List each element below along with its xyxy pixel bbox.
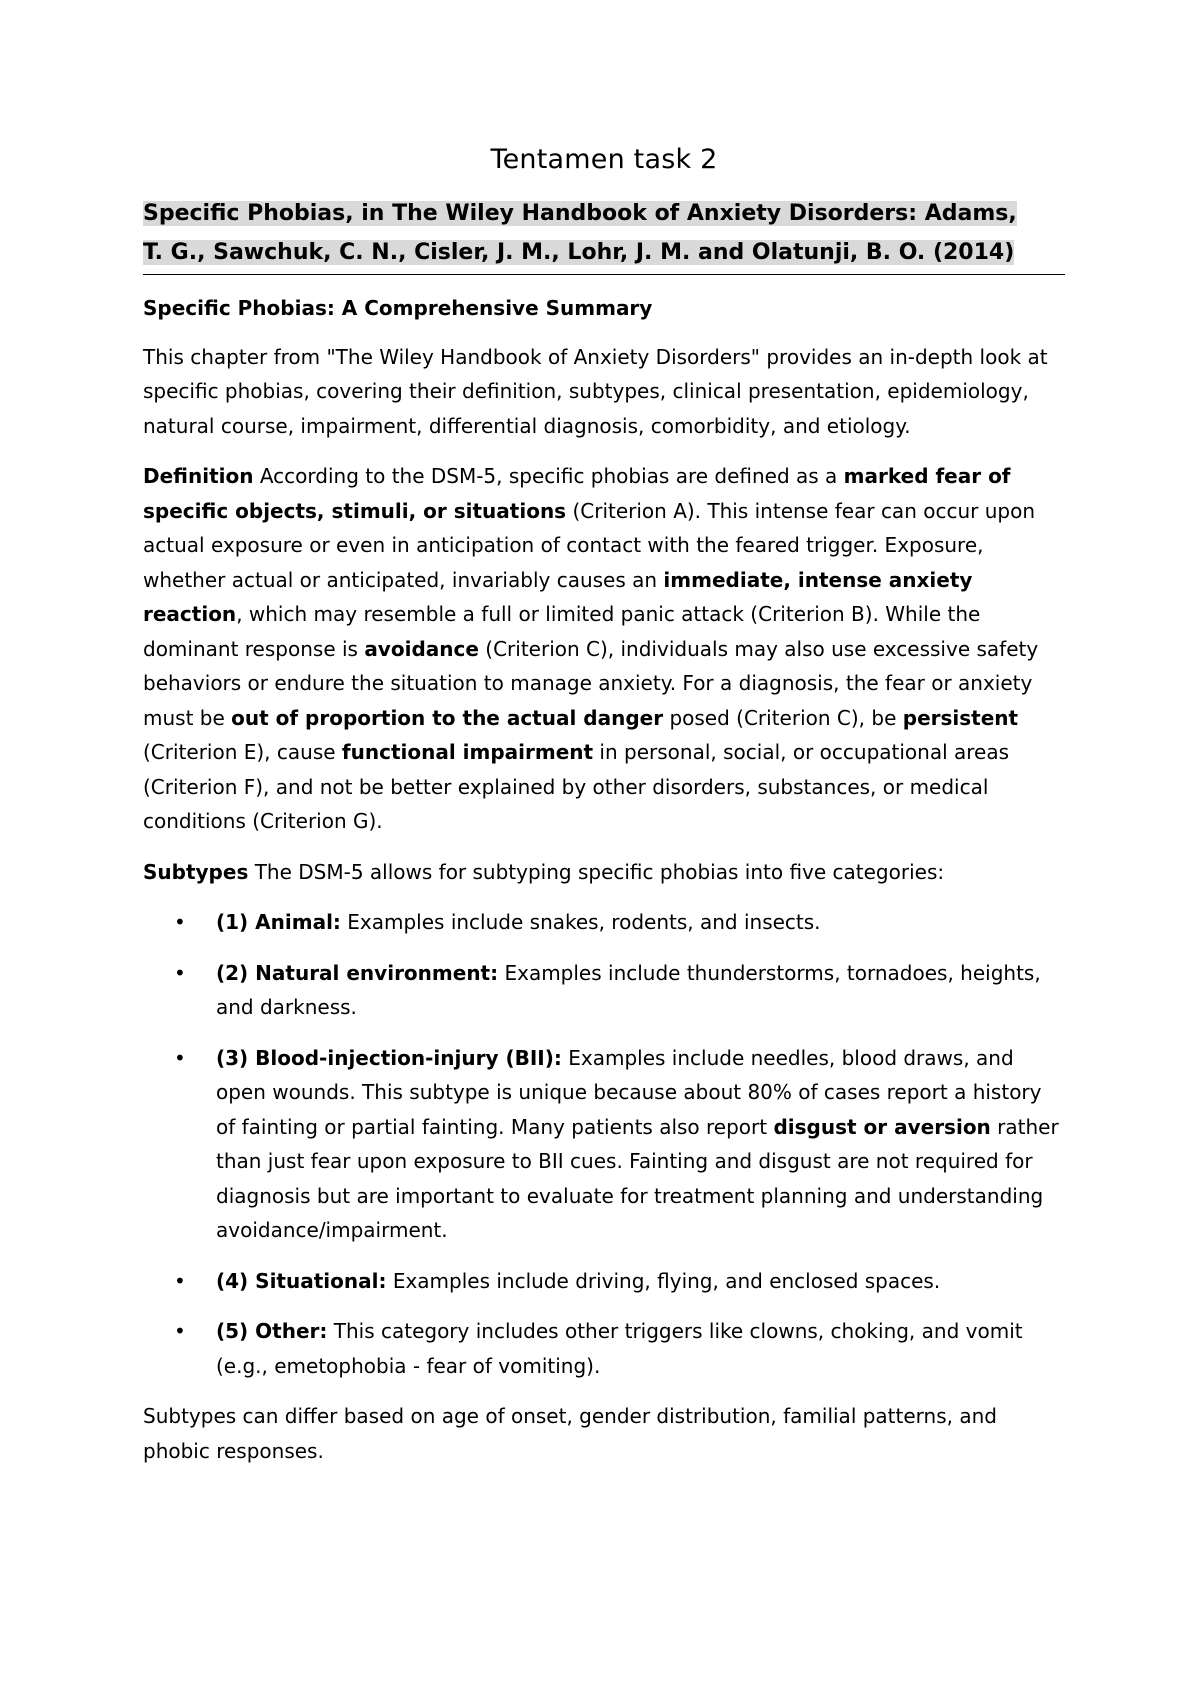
reference-line-1 xyxy=(143,194,1065,233)
reference-line-1-text: Specific Phobias, in The Wiley Handbook of Anxiety Disorders: Adams, xyxy=(143,201,1017,226)
reference-block xyxy=(143,194,1065,275)
definition-bold-2: immediate, intense anxiety reaction xyxy=(143,567,973,626)
subtypes-closing-paragraph: Subtypes can differ based on age of onset, gender distribution, familial patterns, and phobic responses. xyxy=(143,1404,997,1463)
bullet-icon: • xyxy=(174,1319,186,1343)
subtypes-paragraph xyxy=(143,855,1065,890)
list-item xyxy=(143,905,1065,940)
definition-text-1: According to the DSM-5, specific phobias are defined as a xyxy=(253,464,844,488)
definition-text-3: , which may resemble a full or limited panic attack (Criterion B). While the dominant response is xyxy=(143,602,981,661)
subtype-text: Examples include thunderstorms, tornadoes, heights, and darkness. xyxy=(216,960,1041,1019)
bullet-icon: • xyxy=(174,1268,186,1293)
definition-text-4: (Criterion C), individuals may also use excessive safety behaviors or endure the situation to manage anxiety. For a diagnosis, the fear or anxiety must be xyxy=(143,636,1039,730)
subtype-text: Examples include snakes, rodents, and insects. xyxy=(340,910,821,934)
bullet-icon: • xyxy=(174,960,186,985)
subtype-label: (1) Animal: xyxy=(216,910,341,934)
bullet-icon: • xyxy=(174,1045,186,1070)
subtype-label: (5) Other: xyxy=(216,1319,328,1343)
definition-text-2: (Criterion A). This intense fear can occur upon actual exposure or even in anticipation of contact with the feared trigger. Exposure, whether actual or anticipated, invariably causes an xyxy=(143,498,1035,592)
definition-text-5: posed (Criterion C), be xyxy=(663,705,903,730)
list-item xyxy=(143,1041,1065,1248)
definition-paragraph xyxy=(143,459,1065,839)
definition-bold-4: out of proportion to the actual danger xyxy=(231,705,664,730)
definition-label: Definition xyxy=(143,464,254,488)
subtype-bold: disgust or aversion xyxy=(773,1114,991,1139)
subtype-text: Examples include needles, blood draws, and open wounds. This subtype is unique because about 80% of cases report a history of fainting or partial fainting. Many patients also report xyxy=(216,1045,1042,1139)
summary-heading: Specific Phobias: A Comprehensive Summary xyxy=(143,296,653,320)
subtypes-list xyxy=(143,905,1065,1383)
reference-line-2 xyxy=(143,233,1065,272)
subtype-label: (3) Blood-injection-injury (BII): xyxy=(216,1045,562,1070)
definition-text-7: in personal, social, or occupational areas (Criterion F), and not be better explained by other disorders, substances, or medical conditions (Criterion G). xyxy=(143,740,1010,833)
definition-text-6: (Criterion E), cause xyxy=(143,740,342,764)
definition-bold-1: marked fear of specific objects, stimuli, or situations xyxy=(143,464,1011,523)
subtype-text: This category includes other triggers like clowns, choking, and vomit (e.g., emetophobia - fear of vomiting). xyxy=(216,1319,1023,1378)
definition-bold-3: avoidance xyxy=(364,636,479,661)
subtype-text: Examples include driving, flying, and enclosed spaces. xyxy=(386,1268,941,1293)
definition-bold-5: persistent xyxy=(902,705,1019,730)
document-body xyxy=(143,140,1065,1484)
subtypes-label: Subtypes xyxy=(143,859,249,884)
subtype-label: (4) Situational: xyxy=(216,1268,387,1293)
list-item xyxy=(143,1264,1065,1299)
intro-paragraph: This chapter from "The Wiley Handbook of Anxiety Disorders" provides an in-depth look at specific phobias, covering their definition, subtypes, clinical presentation, epidemiology, natural course, impairment, differential diagnosis, comorbidity, and etiology. xyxy=(143,344,1048,438)
subtype-text-2: rather than just fear upon exposure to BII cues. Fainting and disgust are not required for diagnosis but are important to evaluate for treatment planning and understanding avoidance/impairment. xyxy=(216,1114,1059,1242)
document-title: Tentamen task 2 xyxy=(490,144,718,175)
subtypes-intro: The DSM-5 allows for subtyping specific phobias into five categories: xyxy=(248,859,945,884)
subtype-label: (2) Natural environment: xyxy=(216,960,499,985)
bullet-icon: • xyxy=(174,910,186,934)
reference-line-2-text: T. G., Sawchuk, C. N., Cisler, J. M., Lohr, J. M. and Olatunji, B. O. (2014) xyxy=(143,240,1015,265)
definition-bold-6: functional impairment xyxy=(341,740,594,764)
list-item xyxy=(143,956,1065,1025)
list-item xyxy=(143,1314,1065,1383)
